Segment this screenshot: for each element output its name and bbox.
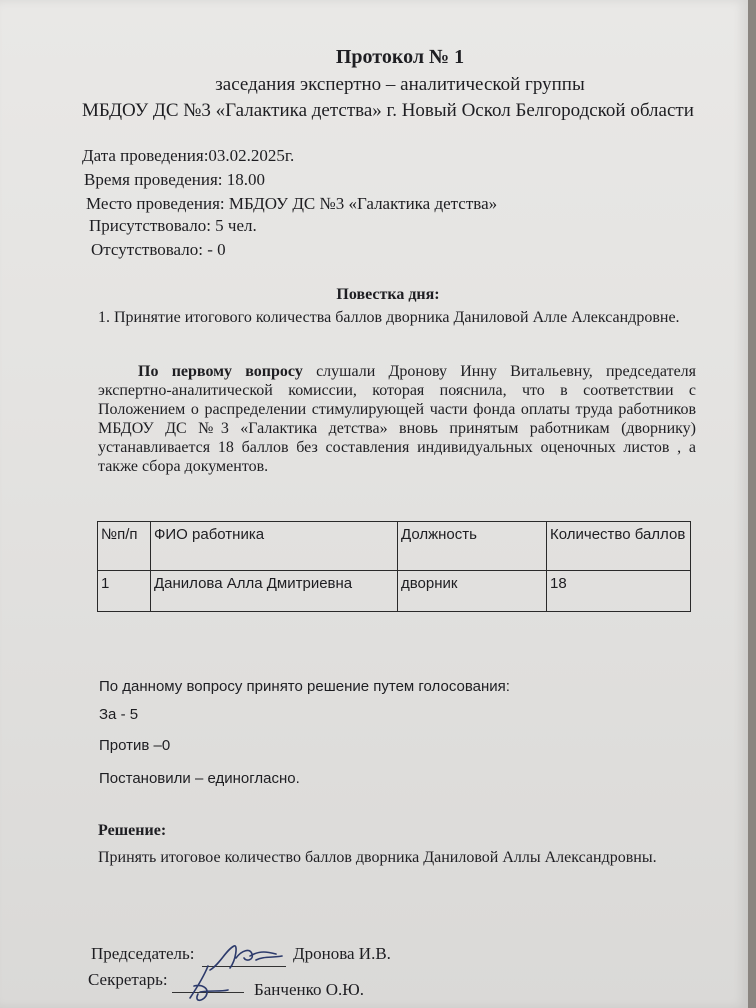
- table-cell: 1: [98, 571, 151, 612]
- document-subtitle: заседания экспертно – аналитической группы: [215, 74, 585, 95]
- table-row: [98, 571, 691, 612]
- table-cell: 18: [547, 571, 691, 612]
- table-header-cell: ФИО работника: [151, 522, 398, 571]
- organization-name: МБДОУ ДС №3 «Галактика детства» г. Новый Оскол Белгородской области: [82, 100, 694, 121]
- agenda-title: Повестка дня:: [336, 286, 440, 303]
- table-header-cell: Должность: [398, 522, 547, 571]
- table-header-cell: Количество баллов: [547, 522, 691, 571]
- voting-result: Постановили – единогласно.: [99, 770, 300, 787]
- first-question-paragraph: [98, 362, 696, 476]
- table-header-cell: №п/п: [98, 522, 151, 571]
- voting-for: За - 5: [99, 706, 139, 723]
- page-edge-shadow: [748, 0, 756, 1008]
- decision-label: Решение:: [98, 822, 167, 839]
- first-question-lead: По первому вопросу: [138, 363, 303, 380]
- table-header-row: [98, 522, 691, 571]
- chair-name: Дронова И.В.: [293, 944, 391, 963]
- attendance-present: Присутствовало: 5 чел.: [89, 216, 257, 235]
- agenda-item-1: 1. Принятие итогового количества баллов дворника Даниловой Алле Александровне.: [98, 309, 680, 326]
- meeting-time: Время проведения: 18.00: [84, 170, 265, 189]
- table-cell: дворник: [398, 571, 547, 612]
- meeting-place: Место проведения: МБДОУ ДС №3 «Галактика детства»: [86, 194, 498, 213]
- voting-against: Против –0: [99, 737, 171, 754]
- table-cell: Данилова Алла Дмитриевна: [151, 571, 398, 612]
- secretary-label: Секретарь:: [88, 970, 168, 989]
- secretary-name: Банченко О.Ю.: [254, 980, 364, 999]
- attendance-absent: Отсутствовало: - 0: [91, 240, 226, 259]
- secretary-signature: [180, 962, 236, 1006]
- document-title: Протокол № 1: [335, 46, 465, 68]
- chair-label: Председатель:: [91, 944, 195, 963]
- decision-text: Принять итоговое количество баллов дворника Даниловой Аллы Александровны.: [98, 849, 657, 866]
- voting-intro: По данному вопросу принято решение путем голосования:: [99, 678, 510, 695]
- meeting-date: Дата проведения:03.02.2025г.: [82, 146, 295, 165]
- first-question-text: слушали Дронову Инну Витальевну, председателя экспертно-аналитической комиссии, которая пояснила, что в соответствии с Положением о распределении стимулирующей части фонда оплаты труда работников МБДОУ ДС №3 «Галактика детства» вновь принятым работникам (дворнику) устанавливается 18 баллов без составления индивидуальных оценочных листов , а также сбора документов.: [98, 363, 697, 475]
- points-table: [97, 521, 691, 612]
